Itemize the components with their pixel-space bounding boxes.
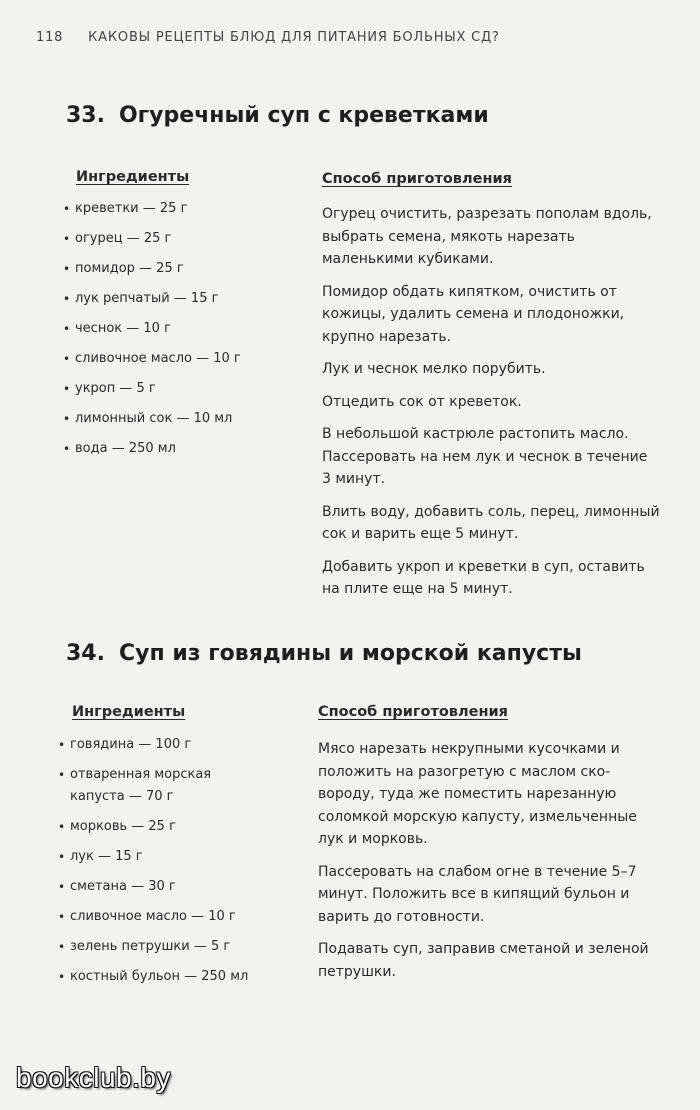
ingredient-item: • сметана — 30 г [58,876,268,898]
method-step: В небольшой кастрюле растопить масло. Пассеровать на нем лук и чеснок в течение 3 минут. [322,426,648,487]
method-step: Подавать суп, заправив сметаной и зеленой петрушки. [318,941,649,980]
page-number: 118 [36,30,64,45]
ingredient-item: • отваренная морская капуста — 70 г [58,764,268,808]
watermark-logo: bookclub.by [16,1062,171,1093]
method-steps [322,203,660,611]
ingredient-item: • сливочное масло — 10 г [63,348,293,378]
recipe-title-text: Суп из говядины и морской капусты [118,641,582,666]
ingredient-item: • зелень петрушки — 5 г [58,936,268,958]
running-header [36,30,500,45]
method-step: Влить воду, добавить соль, перец, лимонный сок и варить еще 5 минут. [322,503,660,542]
ingredient-list [58,734,268,996]
method-steps [318,738,658,993]
recipe-33-title [66,103,489,128]
ingredient-item: • лук репчатый — 15 г [63,288,293,318]
recipe-title-text: Огуречный суп с креветками [118,103,489,128]
ingredient-list [63,198,293,468]
method-step: Огурец очистить, разрезать пополам вдоль, выбрать семена, мякоть нарезать маленькими кубиками. [322,206,652,267]
recipe-number: 34. [66,641,105,666]
ingredient-item: • укроп — 5 г [63,378,293,408]
ingredient-item: • сливочное масло — 10 г [58,906,268,928]
ingredient-item: • говядина — 100 г [58,734,268,756]
ingredient-item: • креветки — 25 г [63,198,293,228]
method-step: Мясо нарезать некрупными кусочками и положить на разогретую с маслом сковороду, туда же поместить нарезанную соломкой морскую капусту, измельченные лук и морковь. [318,741,637,847]
ingredient-item: • лук — 15 г [58,846,268,868]
ingredient-item: • помидор — 25 г [63,258,293,288]
method-step: Помидор обдать кипятком, очистить от кожицы, удалить семена и плодоножки, крупно нарезать. [322,283,625,345]
method-heading: Способ приготовления [318,704,508,720]
ingredient-item: • вода — 250 мл [63,438,293,468]
method-step: Добавить укроп и креветки в суп, оставить на плите еще на 5 минут. [322,558,645,597]
method-step: Пассеровать на слабом огне в течение 5–7 минут. Положить все в кипящий бульон и варить до готовности. [318,863,637,925]
ingredient-item: • огурец — 25 г [63,228,293,258]
ingredients-heading: Ингредиенты [76,169,190,185]
ingredients-heading: Ингредиенты [72,704,186,720]
method-step: Лук и чеснок мелко порубить. [322,361,546,377]
method-step: Отцедить сок от креветок. [322,393,522,410]
recipe-number: 33. [66,103,105,128]
ingredient-item: • чеснок — 10 г [63,318,293,348]
recipe-34-title [66,641,582,666]
ingredient-item: • лимонный сок — 10 мл [63,408,293,438]
method-heading: Способ приготовления [322,171,512,187]
ingredient-item: • костный бульон — 250 мл [58,966,268,988]
ingredient-item: • морковь — 25 г [58,816,268,838]
running-title: КАКОВЫ РЕЦЕПТЫ БЛЮД ДЛЯ ПИТАНИЯ БОЛЬНЫХ СД? [88,30,500,45]
